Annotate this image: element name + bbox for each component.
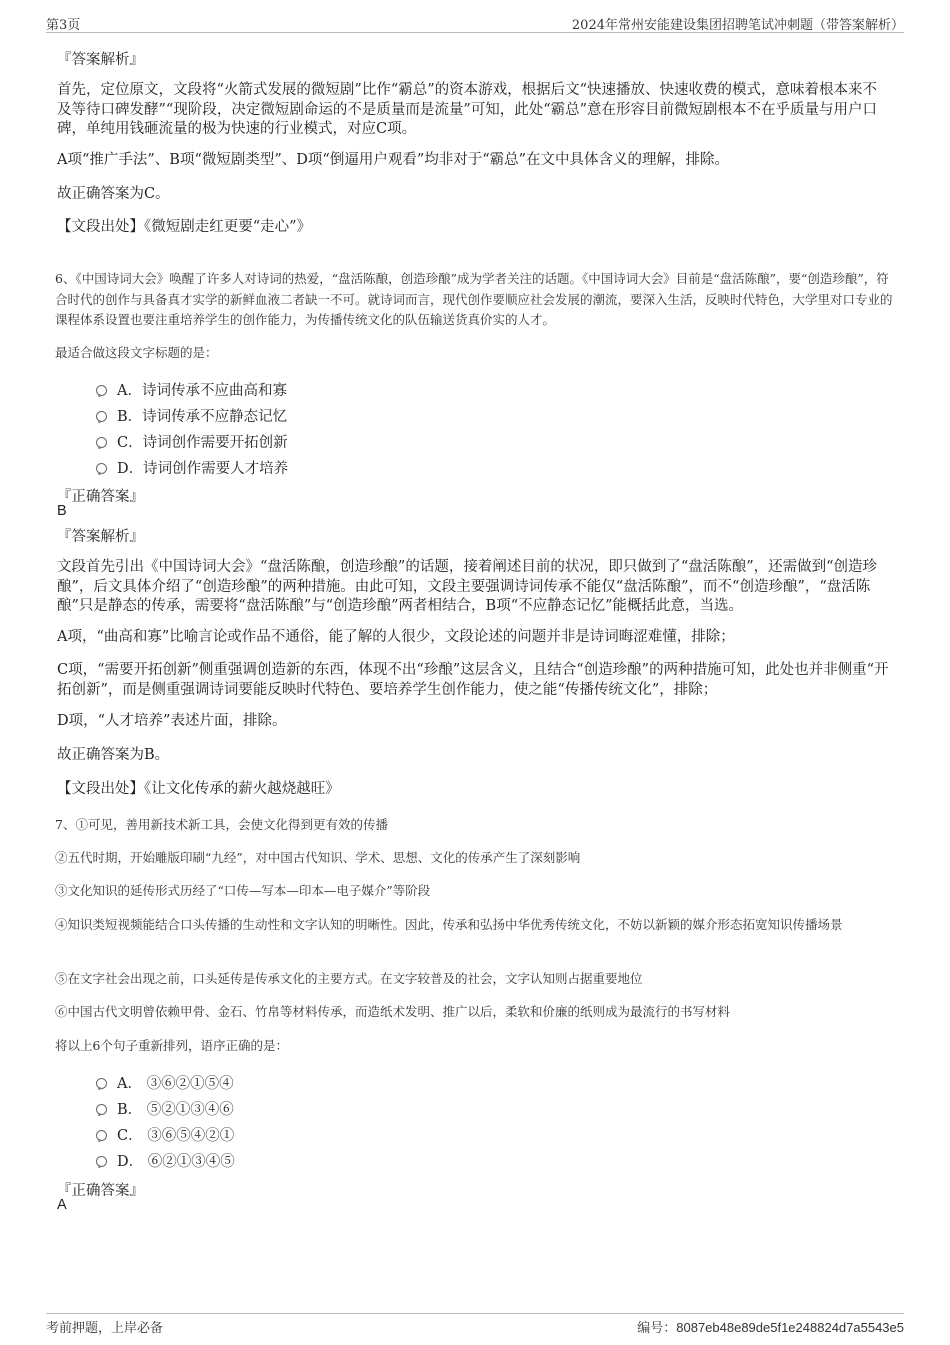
radio-icon[interactable] (96, 1104, 107, 1115)
sentence-6: ⑥中国古代文明曾依赖甲骨、金石、竹帛等材料传承，而造纸术发明、推广以后，柔软和价廉的纸则成为最流行的书写材料 (55, 1004, 731, 1019)
document-title: 2024年常州安能建设集团招聘笔试冲刺题（带答案解析） (571, 18, 904, 33)
analysis-paragraph: A项，“曲高和寡”比喻言论或作品不通俗，能了解的人很少，文段论述的问题并非是诗词晦涩难懂，排除； (57, 629, 735, 645)
analysis-paragraph: D项，“人才培养”表述片面，排除。 (57, 713, 287, 729)
passage-source: 【文段出处】《让文化传承的薪火越烧越旺》 (57, 781, 340, 797)
sentence-2: ②五代时期，开始雕版印刷“九经”，对中国古代知识、学术、思想、文化的传承产生了深刻影响 (55, 850, 581, 865)
analysis-conclusion: 故正确答案为B。 (57, 747, 170, 763)
correct-answer: B (57, 503, 67, 519)
option-d[interactable]: D．诗词创作需要人才培养 (96, 457, 288, 477)
option-a[interactable]: A．诗词传承不应曲高和寡 (96, 379, 287, 399)
sentence-5: ⑤在文字社会出现之前，口头延传是传承文化的主要方式。在文字较普及的社会，文字认知则占据重要地位 (55, 971, 643, 986)
correct-answer-label: 『正确答案』 (57, 1183, 144, 1199)
question-stem: 6、《中国诗词大会》唤醒了许多人对诗词的热爱，“盘活陈酿，创造珍酿”成为学者关注的话题。《中国诗词大会》目前是“盘活陈酿”，要“创造珍酿”，符合时代的创作与具备真才实学的新鲜血液二者缺一不可。就诗词而言，现代创作要顺应社会发展的潮流，要深入生活，反映时代特色，大学里对口专业的课程体系设置也要注重培养学生的创作能力，为传播传统文化的队伍输送货真价实的人才。 (55, 271, 893, 327)
passage-source: 【文段出处】《微短剧走红更要“走心”》 (57, 219, 312, 235)
footer-slogan: 考前押题，上岸必备 (46, 1321, 164, 1336)
option-c[interactable]: C．诗词创作需要开拓创新 (96, 431, 288, 451)
analysis-label: 『答案解析』 (57, 529, 144, 545)
analysis-conclusion: 故正确答案为C。 (57, 186, 170, 202)
option-a[interactable]: A． ③⑥②①⑤④ (96, 1072, 234, 1092)
sentence-1: 7、①可见，善用新技术新工具，会使文化得到更有效的传播 (55, 817, 388, 832)
radio-icon[interactable] (96, 1156, 107, 1167)
analysis-paragraph: 文段首先引出《中国诗词大会》“盘活陈酿，创造珍酿”的话题，接着阐述目前的状况，即只做到了“盘活陈酿”，还需做到“创造珍酿”，后文具体介绍了“创造珍酿”的两种措施。由此可知，文段主要强调诗词传承不能仅“盘活陈酿”，而不“创造珍酿”，“盘活陈酿”只是静态的传承，需要将“盘活陈酿”与“创造珍酿”两者相结合，B项“不应静态记忆”能概括此意，当选。 (57, 559, 878, 614)
correct-answer: A (57, 1197, 67, 1213)
question-prompt: 将以上6个句子重新排列，语序正确的是： (55, 1038, 288, 1053)
sentence-3: ③文化知识的延传形式历经了“口传—写本—印本—电子媒介”等阶段 (55, 883, 431, 898)
correct-answer-label: 『正确答案』 (57, 489, 144, 505)
page-footer (46, 1313, 904, 1336)
radio-icon[interactable] (96, 1078, 107, 1089)
page-header (46, 12, 904, 33)
radio-icon[interactable] (96, 1130, 107, 1141)
option-b[interactable]: B． ⑤②①③④⑥ (96, 1098, 234, 1118)
option-c[interactable]: C． ③⑥⑤④②① (96, 1124, 234, 1144)
option-d[interactable]: D． ⑥②①③④⑤ (96, 1150, 235, 1170)
document-code: 编号：8087eb48e89de5f1e248824d7a5543e5 (637, 1320, 904, 1335)
radio-icon[interactable] (96, 385, 107, 396)
radio-icon[interactable] (96, 411, 107, 422)
sentence-4: ④知识类短视频能结合口头传播的生动性和文字认知的明晰性。因此，传承和弘扬中华优秀传统文化，不妨以新颖的媒介形态拓宽知识传播场景 (55, 917, 843, 932)
analysis-label: 『答案解析』 (57, 52, 144, 68)
question-prompt: 最适合做这段文字标题的是： (55, 345, 218, 360)
analysis-paragraph: C项，“需要开拓创新”侧重强调创造新的东西，体现不出“珍酿”这层含义，且结合“创造珍酿”的两种措施可知，此处也并非侧重“开拓创新”，而是侧重强调诗词要能反映时代特色、要培养学生创作能力，使之能“传播传统文化”，排除； (57, 662, 889, 698)
page-number: 第3页 (46, 18, 81, 33)
radio-icon[interactable] (96, 463, 107, 474)
radio-icon[interactable] (96, 437, 107, 448)
option-b[interactable]: B．诗词传承不应静态记忆 (96, 405, 287, 425)
analysis-paragraph: 首先，定位原文，文段将“火箭式发展的微短剧”比作“霸总”的资本游戏，根据后文“快速播放、快速收费的模式，意味着根本来不及等待口碑发酵”“现阶段，决定微短剧命运的不是质量而是流量”可知，此处“霸总”意在形容目前微短剧根本不在乎质量与用户口碑，单纯用钱砸流量的极为快速的行业模式，对应C项。 (57, 82, 878, 137)
analysis-paragraph: A项“推广手法”、B项“微短剧类型”、D项“倒逼用户观看”均非对于“霸总”在文中具体含义的理解，排除。 (57, 152, 730, 168)
